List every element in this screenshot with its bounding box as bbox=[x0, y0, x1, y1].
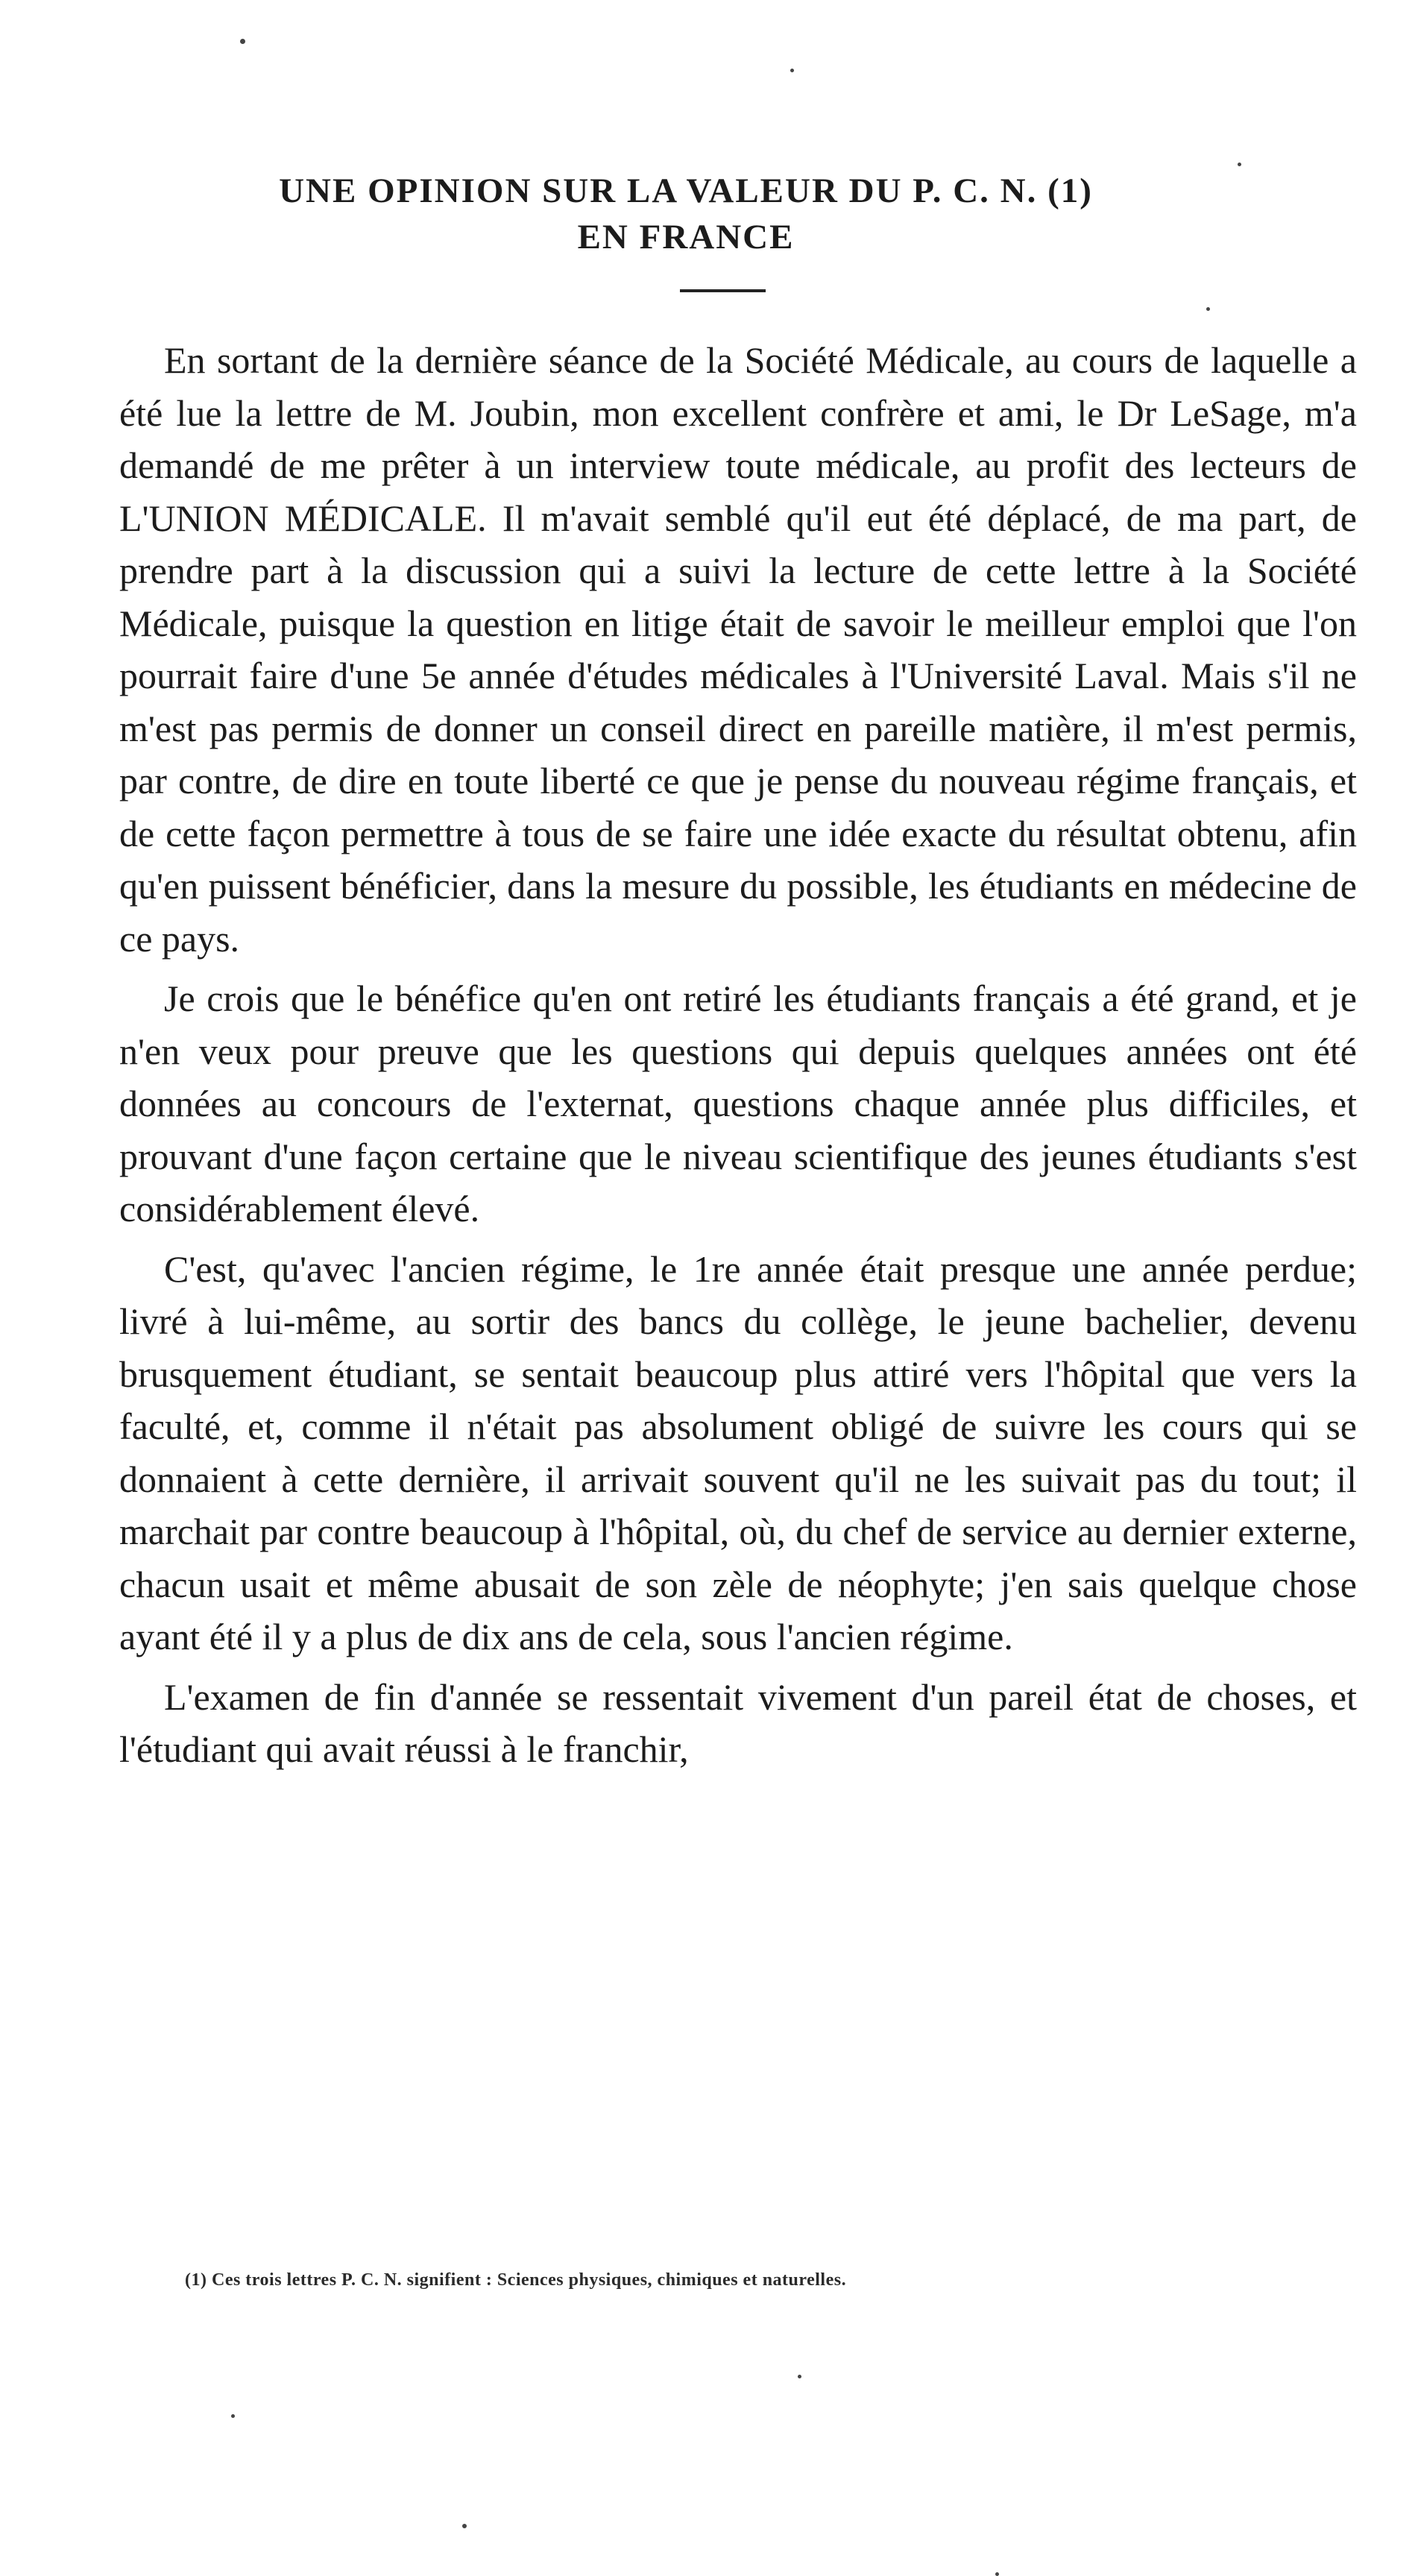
article-body bbox=[119, 334, 1357, 1783]
scan-speck bbox=[798, 2375, 801, 2378]
scan-speck bbox=[231, 2414, 235, 2418]
scan-speck bbox=[995, 2572, 999, 2576]
page-title bbox=[149, 168, 1223, 260]
paragraph-4: L'examen de fin d'année se ressentait vivement d'un pareil état de choses, et l'étudiant qui avait réussi à le franchir, bbox=[119, 1675, 1357, 1770]
paragraph-2: Je crois que le bénéfice qu'en ont retiré les étudiants français a été grand, et je n'en veux pour preuve que les questions qui depuis quelques années ont été données au concours de l'externat, questions chaque année plus difficiles, et prouvant d'une façon certaine que le niveau scientifique des jeunes étudiants s'est considérablement élevé. bbox=[119, 977, 1357, 1229]
scan-speck bbox=[462, 2524, 467, 2528]
title-line-1: UNE OPINION SUR LA VALEUR DU P. C. N. (1) bbox=[279, 171, 1093, 210]
scan-speck bbox=[240, 39, 245, 44]
title-divider bbox=[680, 289, 766, 292]
footnote: (1) Ces trois lettres P. C. N. signifient : Sciences physiques, chimiques et naturelles. bbox=[185, 2270, 847, 2290]
paragraph-3: C'est, qu'avec l'ancien régime, le 1re année était presque une année perdue; livré à lui-même, au sortir des bancs du collège, le jeune bachelier, devenu brusquement étudiant, se sentait beaucoup plus attiré vers l'hôpital que vers la faculté, et, comme il n'était pas absolument obligé de suivre les cours qui se donnaient à cette dernière, il arrivait souvent qu'il ne les suivait pas du tout; il marchait par contre beaucoup à l'hôpital, où, du chef de service au dernier externe, chacun usait et même abusait de son zèle de néophyte; j'en sais quelque chose ayant été il y a plus de dix ans de cela, sous l'ancien régime. bbox=[119, 1247, 1357, 1657]
scan-speck bbox=[1238, 163, 1241, 166]
title-line-2: EN FRANCE bbox=[577, 218, 795, 256]
paragraph-1: En sortant de la dernière séance de la Société Médicale, au cours de laquelle a été lue la lettre de M. Joubin, mon excellent confrère et ami, le Dr LeSage, m'a demandé de me prêter à un interview toute médicale, au profit des lecteurs de L'UNION MÉDICALE. Il m'avait semblé qu'il eut été déplacé, de ma part, de prendre part à la discussion qui a suivi la lecture de cette lettre à la Société Médicale, puisque la question en litige était de savoir le meilleur emploi que l'on pourrait faire d'une 5e année d'études médicales à l'Université Laval. Mais s'il ne m'est pas permis de donner un conseil direct en pareille matière, il m'est permis, par contre, de dire en toute liberté ce que je pense du nouveau régime français, et de cette façon permettre à tous de se faire une idée exacte du résultat obtenu, afin qu'en puissent bénéficier, dans la mesure du possible, les étudiants en médecine de ce pays. bbox=[119, 339, 1357, 960]
scan-speck bbox=[790, 69, 794, 72]
scan-speck bbox=[1206, 307, 1210, 311]
